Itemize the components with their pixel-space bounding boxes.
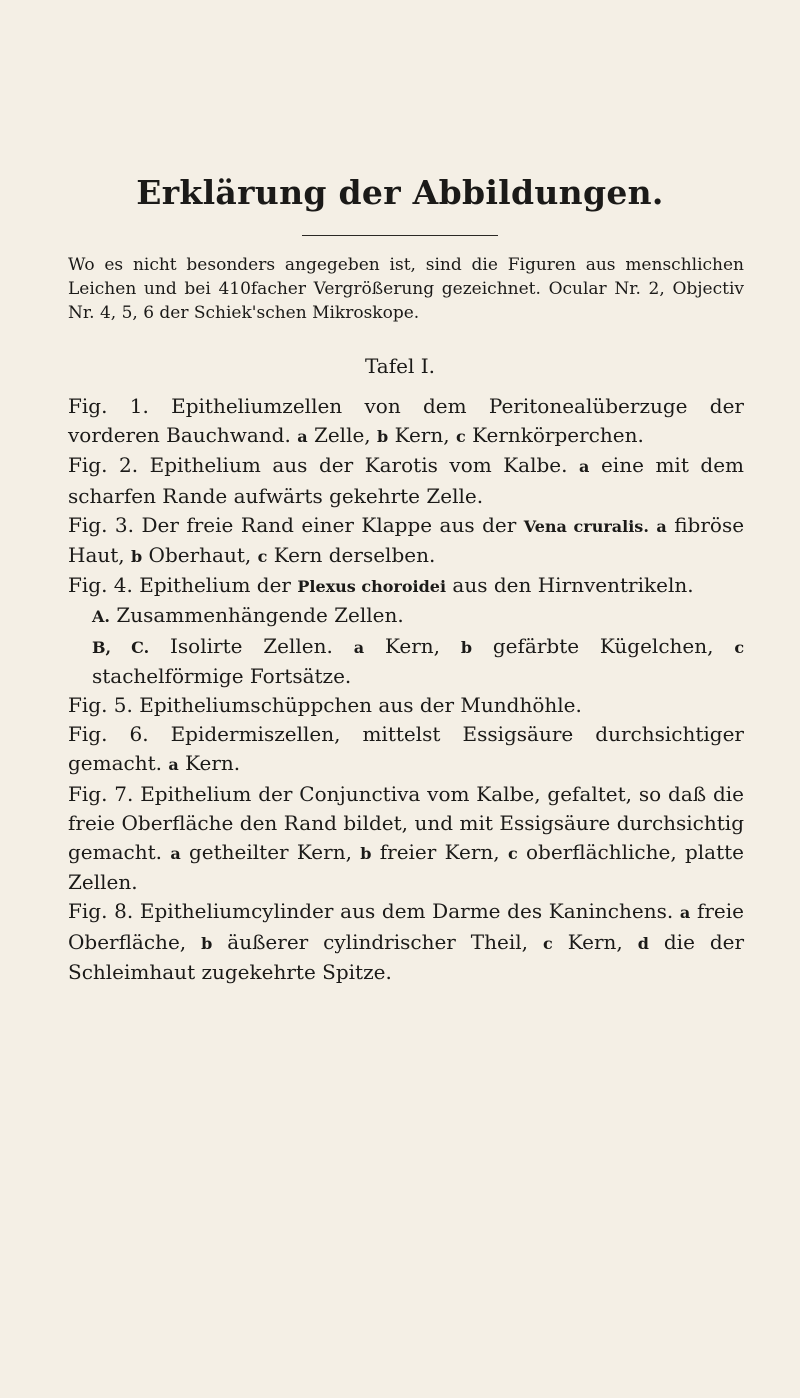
figure-4-text-before: Epithelium der xyxy=(139,573,291,598)
figure-5-head: Fig. 5. xyxy=(68,693,133,718)
figure-8-b-text: äußerer cylindrischer Theil, xyxy=(227,929,529,954)
figure-3-text: Der freie Rand einer Klappe aus der xyxy=(141,512,517,537)
figure-4-b-text: gefärbte Kügelchen, xyxy=(492,633,714,658)
intro-paragraph: Wo es nicht besonders angegeben ist, sind die Figuren aus menschlichen Leichen und bei 410facher Vergrößerung gezeichnet. Ocular Nr. 2, Objectiv Nr. 4, 5, 6 der Schiek'schen Mikroskope. xyxy=(68,255,744,323)
figure-7-a-text: getheilter Kern, xyxy=(188,840,352,865)
figure-7-text: Epithelium der Conjunctiva vom Kalbe, gefaltet, so daß die freie Oberfläche den Rand bildet, und mit Essigsäure durchsichtig gemacht. xyxy=(68,781,744,865)
label-BC: B, C. xyxy=(92,637,150,657)
figure-6-entry xyxy=(68,720,744,779)
figure-2-entry xyxy=(68,451,744,510)
label-b: b xyxy=(201,933,213,953)
figure-4-BC-entry xyxy=(68,632,744,691)
label-a: a xyxy=(170,844,181,864)
figure-legend xyxy=(68,392,744,987)
figure-6-head: Fig. 6. xyxy=(68,722,149,747)
label-a: a xyxy=(353,637,365,657)
page-title: Erklärung der Abbildungen. xyxy=(136,173,664,212)
title-divider xyxy=(302,235,498,236)
figure-1-c-text: Kernkörperchen. xyxy=(472,423,644,448)
figure-2-head: Fig. 2. xyxy=(68,453,139,478)
figure-7-c-text: oberflächliche, platte Zellen. xyxy=(68,840,744,895)
figure-4-latin: Plexus choroidei xyxy=(297,577,447,597)
figure-7-b-text: freier Kern, xyxy=(379,840,500,865)
figure-2-text: Epithelium aus der Karotis vom Kalbe. xyxy=(149,453,568,478)
figure-8-a-text: freie Oberfläche, xyxy=(68,899,744,954)
figure-6-text: Epidermiszellen, mittelst Essigsäure durchsichtiger gemacht. xyxy=(68,722,744,776)
figure-4-text-after: aus den Hirnventrikeln. xyxy=(452,573,694,598)
label-a: a xyxy=(679,903,691,923)
label-c: c xyxy=(734,637,745,657)
figure-2-a-text: eine mit dem scharfen Rande aufwärts gekehrte Zelle. xyxy=(68,453,745,508)
figure-4-A-entry xyxy=(68,601,744,631)
figure-1-text: Epitheliumzellen von dem Peritonealüberzuge der vorderen Bauchwand. xyxy=(68,394,744,448)
label-A: A. xyxy=(92,607,110,627)
label-c: c xyxy=(455,427,466,447)
figure-4-BC-text: Isolirte Zellen. xyxy=(170,633,333,658)
figure-3-b-text: Oberhaut, xyxy=(148,543,252,568)
label-a: a xyxy=(656,516,667,536)
figure-4-entry xyxy=(68,571,744,601)
figure-3-head: Fig. 3. xyxy=(68,512,134,537)
figure-8-head: Fig. 8. xyxy=(68,899,134,924)
figure-4-c-text: stachelförmige Fortsätze. xyxy=(92,663,352,688)
figure-3-a-text: fibröse Haut, xyxy=(68,512,745,568)
figure-8-d-text: die der Schleimhaut zugekehrte Spitze. xyxy=(68,929,745,984)
label-c: c xyxy=(542,933,553,953)
figure-4-a-text: Kern, xyxy=(384,633,440,658)
figure-8-entry xyxy=(68,897,744,987)
figure-3-c-text: Kern derselben. xyxy=(273,543,436,568)
label-b: b xyxy=(460,637,473,657)
figure-1-b-text: Kern, xyxy=(394,423,450,448)
figure-6-a-text: Kern. xyxy=(185,751,241,776)
figure-3-entry xyxy=(68,511,744,571)
figure-1-head: Fig. 1. xyxy=(68,394,149,418)
label-c: c xyxy=(507,844,518,864)
figure-4-head: Fig. 4. xyxy=(68,573,133,598)
label-d: d xyxy=(637,933,649,953)
figure-8-c-text: Kern, xyxy=(567,929,623,954)
label-a: a xyxy=(168,755,179,775)
figure-1-entry xyxy=(68,392,744,451)
label-a: a xyxy=(297,427,308,447)
label-b: b xyxy=(360,844,372,864)
plate-heading: Tafel I. xyxy=(365,354,435,378)
label-c: c xyxy=(257,547,268,567)
figure-5-entry xyxy=(68,691,744,720)
figure-8-text: Epitheliumcylinder aus dem Darme des Kaninchens. xyxy=(139,899,674,924)
figure-7-head: Fig. 7. xyxy=(68,781,134,806)
figure-1-a-text: Zelle, xyxy=(313,423,371,448)
label-b: b xyxy=(131,547,143,567)
figure-3-latin: Vena cruralis. xyxy=(523,516,649,536)
label-b: b xyxy=(377,427,389,447)
figure-7-entry xyxy=(68,780,744,898)
figure-4-A-text: Zusammenhängende Zellen. xyxy=(116,603,404,628)
label-a: a xyxy=(579,457,590,477)
figure-5-text: Epitheliumschüppchen aus der Mundhöhle. xyxy=(139,693,582,718)
